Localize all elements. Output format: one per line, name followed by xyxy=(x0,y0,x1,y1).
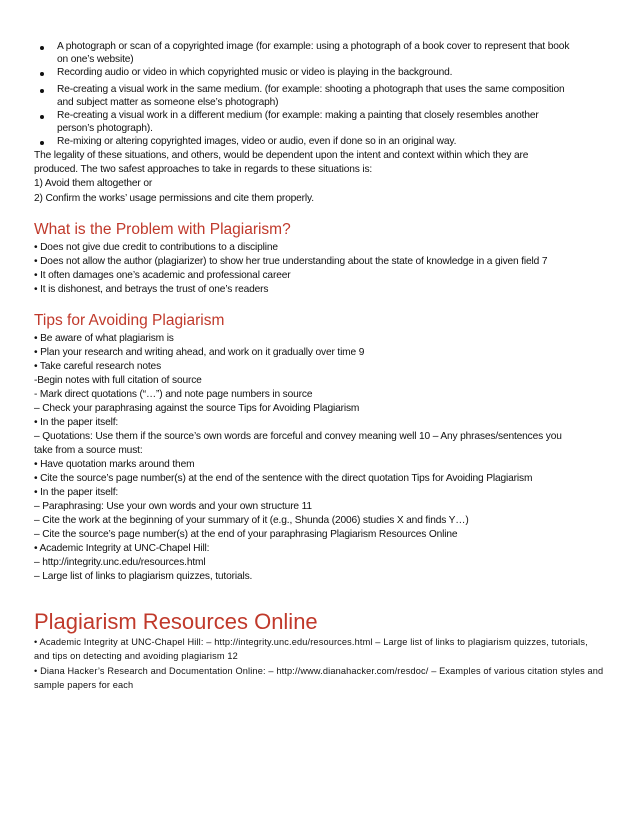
list-item: • Academic Integrity at UNC-Chapel Hill: – http://integrity.unc.edu/resources.html – Large list of links to plagiarism quizzes, tutorials, xyxy=(34,637,588,647)
list-item: • Plan your research and writing ahead, and work on it gradually over time 9 xyxy=(34,347,365,358)
list-item-continuation: on one’s website) xyxy=(57,54,134,65)
list-item: • Have quotation marks around them xyxy=(34,459,195,470)
list-item: • In the paper itself: xyxy=(34,487,119,498)
list-item-continuation: and tips on detecting and avoiding plagiarism 12 xyxy=(34,651,238,661)
list-item: Re-creating a visual work in the same medium. (for example: shooting a photograph that uses the same composition xyxy=(57,84,565,95)
list-item: • In the paper itself: xyxy=(34,417,119,428)
list-item: – Quotations: Use them if the source’s own words are forceful and convey meaning well 10 – Any phrases/sentences you xyxy=(34,431,562,442)
list-item: Recording audio or video in which copyrighted music or video is playing in the background. xyxy=(57,67,453,78)
list-item-continuation: and subject matter as someone else’s photograph) xyxy=(57,97,279,108)
list-item: Re-mixing or altering copyrighted images, video or audio, even if done so in an original way. xyxy=(57,136,457,147)
list-item: • Be aware of what plagiarism is xyxy=(34,333,174,344)
list-item: • Does not allow the author (plagiarizer) to show her true understanding about the state of knowledge in a given field 7 xyxy=(34,256,548,267)
list-item: A photograph or scan of a copyrighted image (for example: using a photograph of a book cover to represent that book xyxy=(57,41,570,52)
list-item: • It is dishonest, and betrays the trust of one’s readers xyxy=(34,284,269,295)
bullet-icon xyxy=(40,72,44,76)
paragraph-line: The legality of these situations, and others, would be dependent upon the intent and context within which they are xyxy=(34,150,529,161)
paragraph-line: 1) Avoid them altogether or xyxy=(34,178,153,189)
paragraph-line: 2) Confirm the works’ usage permissions and cite them properly. xyxy=(34,193,314,204)
list-item: • Academic Integrity at UNC-Chapel Hill: xyxy=(34,543,210,554)
resources-heading: Plagiarism Resources Online xyxy=(34,609,318,634)
list-item-continuation: take from a source must: xyxy=(34,445,143,456)
list-item: - Mark direct quotations (“…”) and note page numbers in source xyxy=(34,389,313,400)
list-item: – Large list of links to plagiarism quizzes, tutorials. xyxy=(34,571,253,582)
list-item: • Diana Hacker’s Research and Documentation Online: – http://www.dianahacker.com/resdoc/ – Examples of various citation styles and xyxy=(34,666,604,676)
list-item: – Cite the source’s page number(s) at the end of your paraphrasing Plagiarism Resources Online xyxy=(34,529,458,540)
list-item: • Does not give due credit to contributions to a discipline xyxy=(34,242,278,253)
list-item: – http://integrity.unc.edu/resources.html xyxy=(34,557,206,568)
bullet-icon xyxy=(40,89,44,93)
list-item: -Begin notes with full citation of source xyxy=(34,375,202,386)
bullet-icon xyxy=(40,115,44,119)
list-item-continuation: sample papers for each xyxy=(34,680,134,690)
list-item: – Paraphrasing: Use your own words and your own structure 11 xyxy=(34,501,312,512)
bullet-icon xyxy=(40,141,44,145)
list-item: – Check your paraphrasing against the source Tips for Avoiding Plagiarism xyxy=(34,403,360,414)
list-item-continuation: person’s photograph). xyxy=(57,123,153,134)
problem-heading: What is the Problem with Plagiarism? xyxy=(34,221,291,238)
bullet-icon xyxy=(40,46,44,50)
tips-heading: Tips for Avoiding Plagiarism xyxy=(34,312,225,329)
list-item: • Take careful research notes xyxy=(34,361,162,372)
list-item: – Cite the work at the beginning of your summary of it (e.g., Shunda (2006) studies X and finds Y…) xyxy=(34,515,469,526)
list-item: Re-creating a visual work in a different medium (for example: making a painting that closely resembles another xyxy=(57,110,539,121)
list-item: • It often damages one’s academic and professional career xyxy=(34,270,291,281)
list-item: • Cite the source’s page number(s) at the end of the sentence with the direct quotation Tips for Avoiding Plagiarism xyxy=(34,473,533,484)
paragraph-line: produced. The two safest approaches to take in regards to these situations is: xyxy=(34,164,373,175)
